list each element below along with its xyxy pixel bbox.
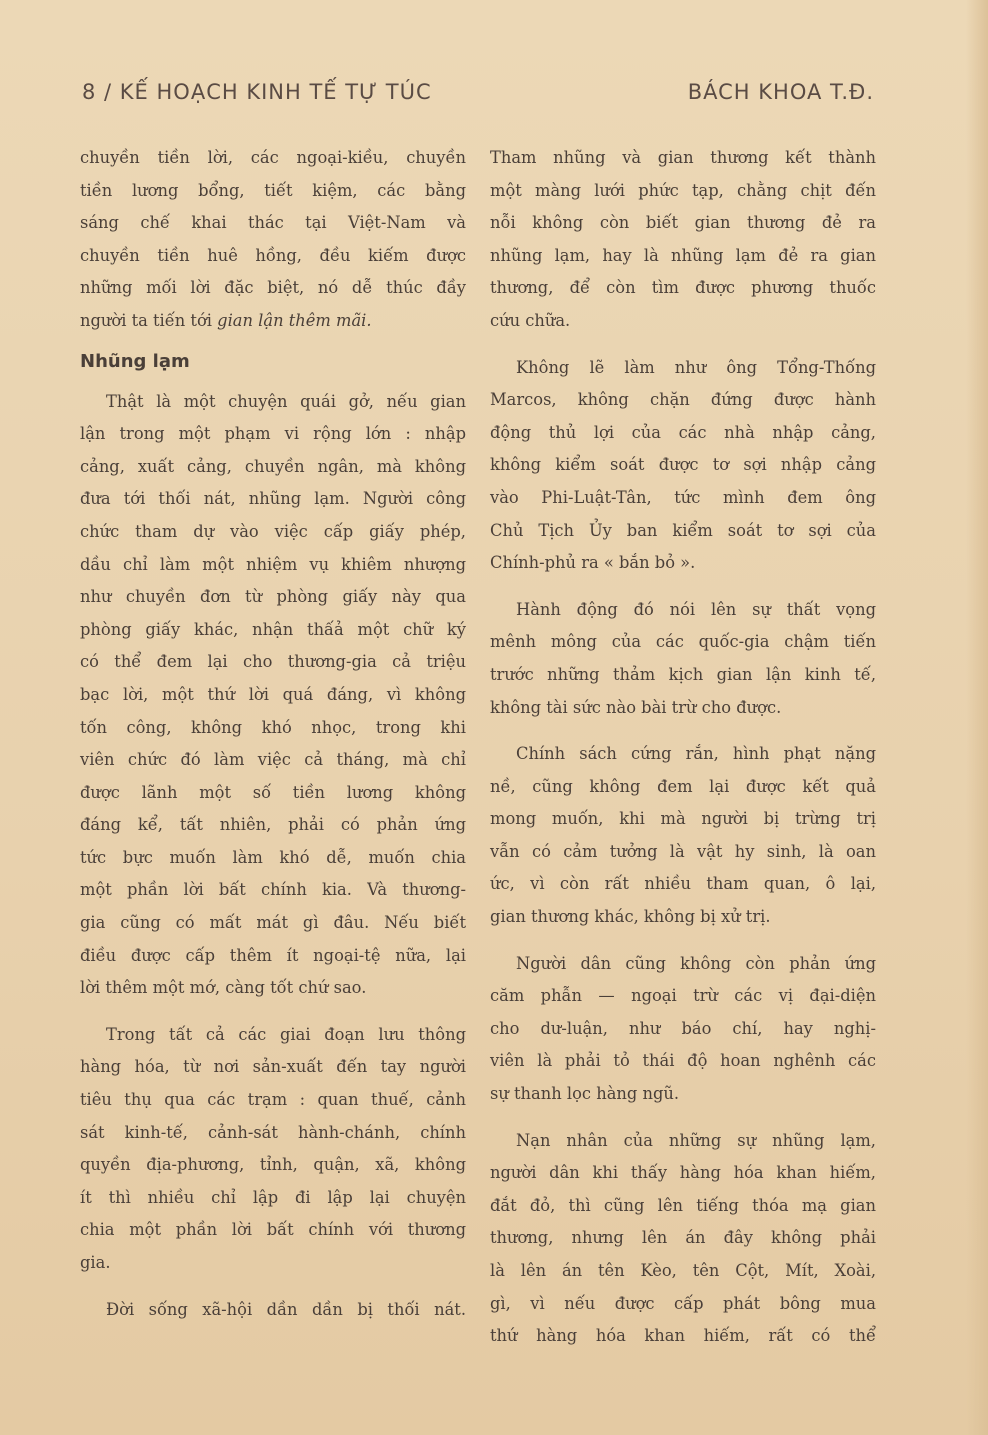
text-line: viên là phải tỏ thái độ hoan nghênh các (490, 1051, 876, 1071)
text-line: Tham nhũng và gian thương kết thành (490, 148, 876, 167)
text-line: một phần lời bất chính kia. Và thương- (80, 880, 466, 900)
text-line: đưa tới thối nát, nhũng lạm. Người công (80, 489, 466, 509)
paragraph (490, 738, 876, 934)
text-line: nỗi không còn biết gian thương đẻ ra (490, 213, 876, 233)
text-line: ít thì nhiều chỉ lập đi lập lại chuyện (80, 1187, 466, 1207)
text-line: mênh mông của các quốc-gia chậm tiến (490, 632, 876, 652)
text-line: viên chức đó làm việc cả tháng, mà chỉ (80, 750, 466, 770)
paragraph (80, 142, 466, 338)
text-line: lời thêm một mớ, càng tốt chứ sao. (80, 978, 367, 998)
text-line: chia một phần lời bất chính với thương (80, 1220, 466, 1240)
text-line: tiêu thụ qua các trạm : quan thuế, cảnh (80, 1090, 466, 1110)
text-line: Trong tất cả các giai đoạn lưu thông (106, 1024, 466, 1044)
header-left-title: 8 / KẾ HOẠCH KINH TẾ TỰ TÚC (82, 80, 432, 104)
text-line: cứu chữa. (490, 310, 571, 330)
text-line: ức, vì còn rất nhiều tham quan, ô lại, (490, 874, 876, 894)
text-line: sự thanh lọc hàng ngũ. (490, 1084, 680, 1104)
text-line: thứ hàng hóa khan hiếm, rất có thể (490, 1326, 876, 1346)
text-line: người dân khi thấy hàng hóa khan hiếm, (490, 1163, 876, 1183)
text-line: chuyền tiền huê hồng, đều kiếm được (80, 245, 466, 265)
paragraph (490, 948, 876, 1111)
text-line: Thật là một chuyện quái gở, nếu gian (106, 391, 466, 411)
text-line: là lên án tên Kèo, tên Cột, Mít, Xoài, (490, 1261, 876, 1280)
text-line: mong muốn, khi mà người bị trừng trị (490, 809, 876, 829)
paragraph (80, 1019, 466, 1280)
text-line: Chủ Tịch Ủy ban kiểm soát tơ sợi của (490, 520, 876, 540)
italic-text: gian lận thêm mãi. (217, 310, 372, 330)
text-line: động thủ lợi của các nhà nhập cảng, (490, 422, 876, 442)
paragraph (490, 1125, 876, 1353)
text-line: không kiểm soát được tơ sợi nhập cảng (490, 455, 876, 475)
text-line: Chính sách cứng rắn, hình phạt nặng (516, 744, 876, 764)
text-line: thương, nhưng lên án đây không phải (490, 1228, 876, 1248)
text-line: không tài sức nào bài trừ cho được. (490, 697, 782, 717)
text-line: Marcos, không chặn đứng được hành (490, 390, 876, 410)
text-line: trước những thảm kịch gian lận kinh tế, (490, 664, 876, 684)
text-line: Hành động đó nói lên sự thất vọng (516, 599, 876, 619)
text-line: cảng, xuất cảng, chuyền ngân, mà không (80, 456, 466, 476)
paragraph (490, 352, 876, 580)
text-line: gia cũng có mất mát gì đâu. Nếu biết (80, 913, 466, 933)
text-line: Đời sống xã-hội dần dần bị thối nát. (106, 1299, 466, 1319)
text-line: những mối lời đặc biệt, nó dễ thúc đầy (80, 278, 466, 298)
paragraph (490, 142, 876, 338)
text-line: căm phẫn — ngoại trừ các vị đại-diện (490, 986, 876, 1006)
text-line: lận trong một phạm vi rộng lớn : nhập (80, 424, 466, 444)
text-line: bạc lời, một thứ lời quá đáng, vì không (80, 684, 466, 704)
text-line: gian thương khác, không bị xử trị. (490, 907, 771, 927)
paragraph (490, 594, 876, 724)
text-line: chức tham dự vào việc cấp giấy phép, (80, 521, 466, 541)
text-line: gì, vì nếu được cấp phát bông mua (490, 1293, 876, 1313)
text-line: sát kinh-tế, cảnh-sát hành-chánh, chính (80, 1122, 466, 1142)
header-right-publication: BÁCH KHOA T.Đ. (687, 80, 874, 104)
text-line: thương, để còn tìm được phương thuốc (490, 278, 876, 298)
right-column (490, 142, 876, 1353)
text-line: quyền địa-phương, tỉnh, quận, xã, không (80, 1155, 466, 1175)
text-line: một màng lưới phức tạp, chằng chịt đến (490, 180, 876, 200)
text-line: đắt đỏ, thì cũng lên tiếng thóa mạ gian (490, 1195, 876, 1215)
text-line: vẫn có cảm tưởng là vật hy sinh, là oan (490, 841, 876, 861)
text-line: tức bực muốn làm khó dễ, muốn chia (80, 847, 466, 867)
page-edge-shadow (966, 0, 988, 1435)
left-column (80, 142, 466, 1326)
text-line: Người dân cũng không còn phản ứng (516, 953, 876, 973)
text-line: chuyền tiền lời, các ngoại-kiều, chuyền (80, 148, 466, 167)
text-line: như chuyền đơn từ phòng giấy này qua (80, 587, 466, 607)
text-line: được lãnh một số tiền lương không (80, 782, 466, 802)
section-heading: Nhũng lạm (80, 350, 190, 372)
text-line (80, 305, 466, 338)
paragraph (80, 1294, 466, 1327)
text-line: cho dư-luận, như báo chí, hay nghị- (490, 1018, 876, 1038)
text-line: tốn công, không khó nhọc, trong khi (80, 717, 466, 737)
text-line: hàng hóa, từ nơi sản-xuất đến tay người (80, 1057, 466, 1077)
text-line: dầu chỉ làm một nhiệm vụ khiêm nhượng (80, 554, 466, 574)
text-line: Nạn nhân của những sự nhũng lạm, (516, 1130, 876, 1150)
text-line: Không lẽ làm như ông Tổng-Thống (516, 357, 876, 377)
text-line: sáng chế khai thác tại Việt-Nam và (80, 213, 466, 233)
text-line: nề, cũng không đem lại được kết quả (490, 776, 876, 796)
text-line: nhũng lạm, hay là nhũng lạm đẻ ra gian (490, 245, 876, 265)
paragraph (80, 386, 466, 1005)
text-line: vào Phi-Luật-Tân, tức mình đem ông (490, 487, 876, 507)
text-line: có thể đem lại cho thương-gia cả triệu (80, 652, 466, 672)
running-header (82, 80, 882, 112)
text-line: gia. (80, 1253, 111, 1272)
text-line: Chính-phủ ra « bắn bỏ ». (490, 553, 696, 573)
text-span: người ta tiến tới (80, 310, 218, 330)
text-line: điều được cấp thêm ít ngoại-tệ nữa, lại (80, 945, 466, 965)
text-line: đáng kể, tất nhiên, phải có phản ứng (80, 815, 466, 835)
text-line: tiền lương bổng, tiết kiệm, các bằng (80, 180, 466, 200)
text-line: phòng giấy khác, nhận thấả một chữ ký (80, 619, 466, 639)
